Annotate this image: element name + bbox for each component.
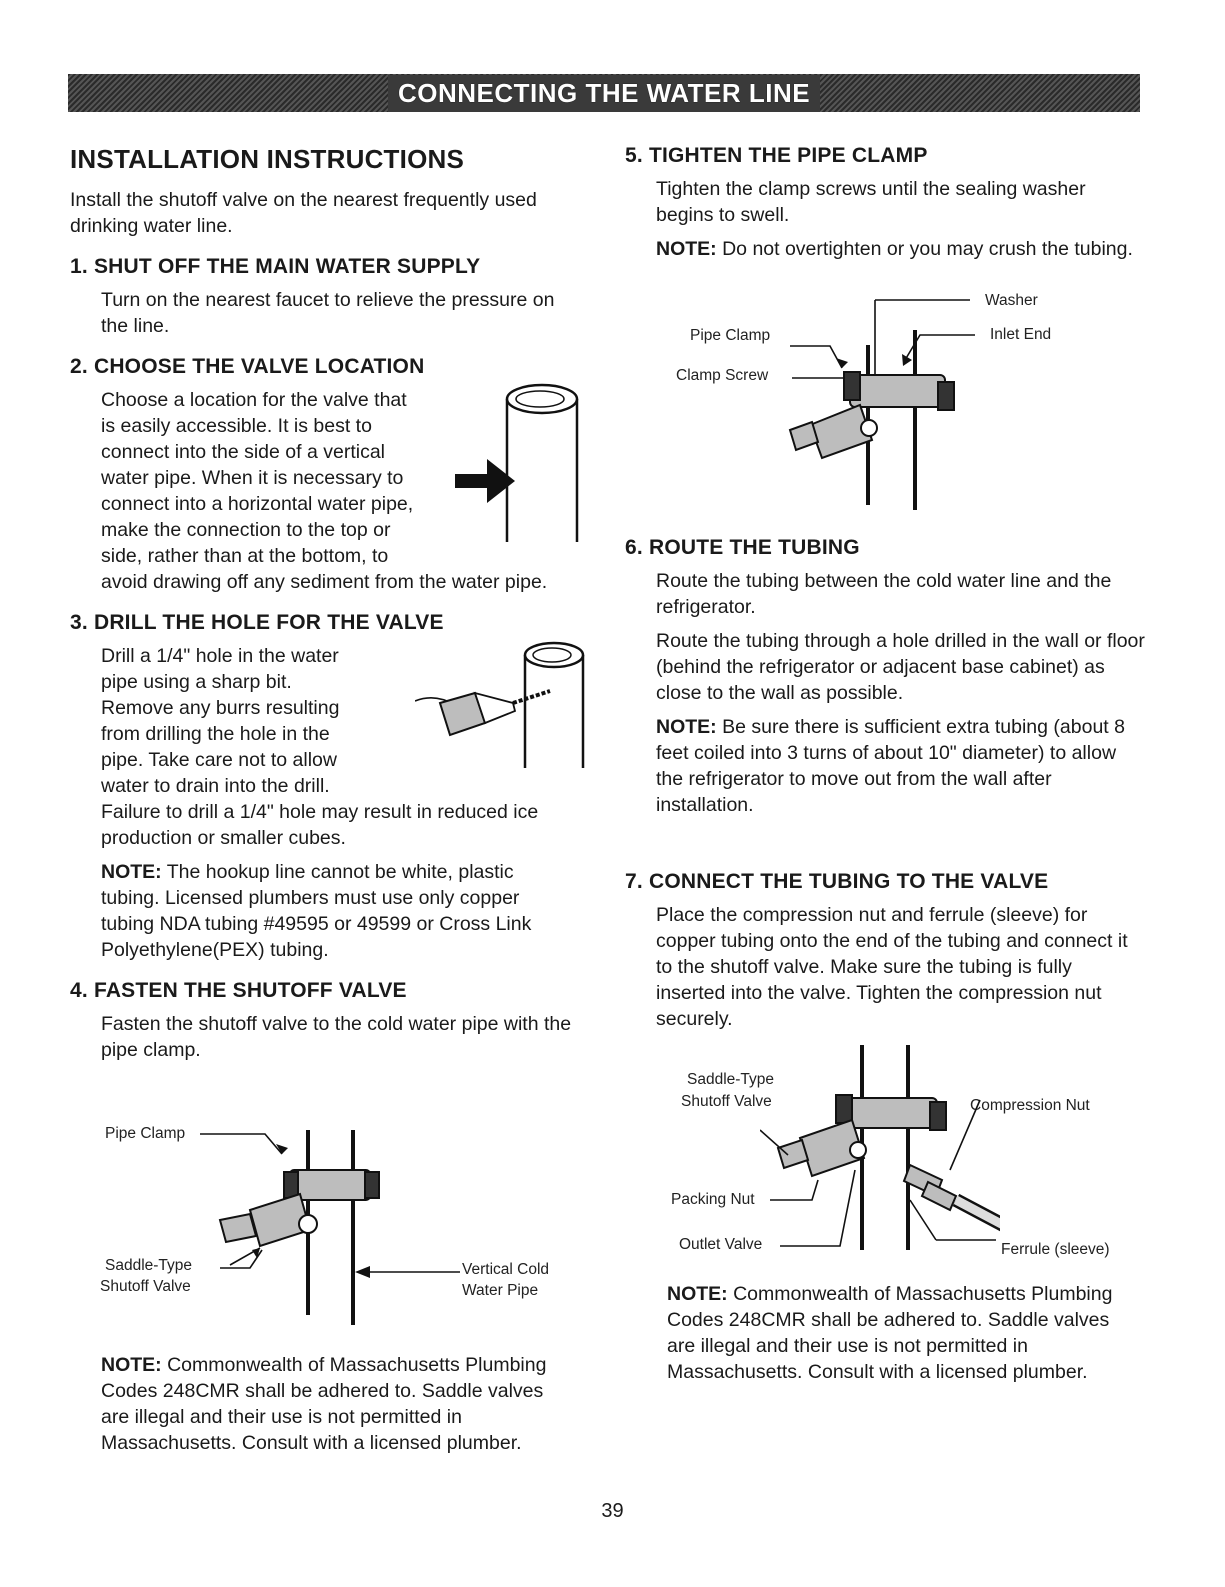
clamp-illustration: [780, 290, 980, 515]
step6-note: NOTE: Be sure there is sufficient extra tubing (about 8 feet coiled into 3 turns of about 10" diameter) to allow the refrigerator to move out from the wall after installation.: [656, 716, 1125, 816]
step1-title: 1. SHUT OFF THE MAIN WATER SUPPLY: [70, 255, 481, 278]
label-saddle-type: Saddle-Type: [105, 1257, 193, 1274]
step3-title: 3. DRILL THE HOLE FOR THE VALVE: [70, 611, 444, 634]
vertical-pipe-illustration: [445, 377, 585, 547]
intro-text: Install the shutoff valve on the nearest frequently used drinking water line.: [70, 189, 537, 237]
label-ferrule: Ferrule (sleeve): [1001, 1241, 1110, 1258]
step2-text: Choose a location for the valve that is easily accessible. It is best to connect into the side of a vertical water pipe. When it is necessary to connect into a horizontal water pipe, make the connection to the top or side, rather than at the bottom, to avoid drawing off any sediment from the water pipe.: [70, 387, 575, 595]
left-column: [70, 140, 575, 1071]
step4-title: 4. FASTEN THE SHUTOFF VALVE: [70, 979, 407, 1002]
step5-text: Tighten the clamp screws until the sealing washer begins to swell.: [656, 178, 1086, 226]
label-washer: Washer: [985, 292, 1038, 309]
label-saddle-type-7: Saddle-Type: [687, 1071, 775, 1088]
step4-text: Fasten the shutoff valve to the cold water pipe with the pipe clamp.: [101, 1013, 572, 1061]
label-packing-nut: Packing Nut: [671, 1191, 755, 1208]
label-pipe-clamp-5: Pipe Clamp: [690, 327, 771, 344]
right-column-lower: [625, 520, 1145, 1040]
tubing-connection-illustration: [760, 1040, 1000, 1255]
installation-heading: INSTALLATION INSTRUCTIONS: [70, 144, 465, 174]
step5-note: NOTE: Do not overtighten or you may crush the tubing.: [656, 238, 1133, 260]
drill-illustration: [415, 633, 585, 783]
step5-title: 5. TIGHTEN THE PIPE CLAMP: [625, 144, 928, 167]
step3-block: [70, 643, 575, 963]
page-number: 39: [601, 1500, 624, 1522]
label-pipe-clamp: Pipe Clamp: [105, 1125, 186, 1142]
right-column: [625, 140, 1145, 270]
step3-text: Drill a 1/4" hole in the water pipe using a sharp bit. Remove any burrs resulting from drilling the hole in the pipe. Take care not to allow water to drain into the drill. Failure to drill a 1/4" hole may result in reduced ice production or smaller cubes.: [101, 645, 539, 849]
label-inlet-end: Inlet End: [990, 326, 1052, 343]
label-vertical-cold: Vertical Cold: [462, 1261, 550, 1278]
label-outlet-valve: Outlet Valve: [679, 1236, 763, 1253]
step6-text2: Route the tubing through a hole drilled in the wall or floor (behind the refrigerator or adjacent base cabinet) as close to the wall as possible.: [656, 630, 1145, 704]
step2-block: [70, 387, 575, 595]
step7-title: 7. CONNECT THE TUBING TO THE VALVE: [625, 870, 1049, 893]
label-shutoff-valve-7: Shutoff Valve: [681, 1093, 772, 1110]
step3-note: NOTE: The hookup line cannot be white, plastic tubing. Licensed plumbers must use only copper tubing NDA tubing #49595 or 49599 or Cross Link Polyethylene(PEX) tubing.: [101, 861, 532, 961]
valve-pipe-illustration: [190, 1120, 470, 1330]
step7-text: Place the compression nut and ferrule (sleeve) for copper tubing onto the end of the tubing and connect it to the shutoff valve. Make sure the tubing is fully inserted into the valve. Tighten the compression nut securely.: [656, 904, 1128, 1030]
label-clamp-screw: Clamp Screw: [676, 367, 769, 384]
label-shutoff-valve: Shutoff Valve: [100, 1278, 191, 1295]
step6-text1: Route the tubing between the cold water line and the refrigerator.: [656, 570, 1112, 618]
label-compression-nut: Compression Nut: [970, 1097, 1090, 1114]
banner-title: CONNECTING THE WATER LINE: [388, 75, 820, 112]
step6-title: 6. ROUTE THE TUBING: [625, 536, 860, 559]
step1-text: Turn on the nearest faucet to relieve the pressure on the line.: [101, 289, 555, 337]
step2-title: 2. CHOOSE THE VALVE LOCATION: [70, 355, 425, 378]
left-ma-note: NOTE: Commonwealth of Massachusetts Plumbing Codes 248CMR shall be adhered to. Saddle valves are illegal and their use is not permitted in Massachusetts. Consult with a licensed plumber.: [101, 1354, 547, 1454]
label-water-pipe: Water Pipe: [462, 1282, 539, 1299]
section-banner: [68, 74, 1140, 112]
right-ma-note: NOTE: Commonwealth of Massachusetts Plumbing Codes 248CMR shall be adhered to. Saddle valves are illegal and their use is not permitted in Massachusetts. Consult with a licensed plumber.: [667, 1283, 1113, 1383]
